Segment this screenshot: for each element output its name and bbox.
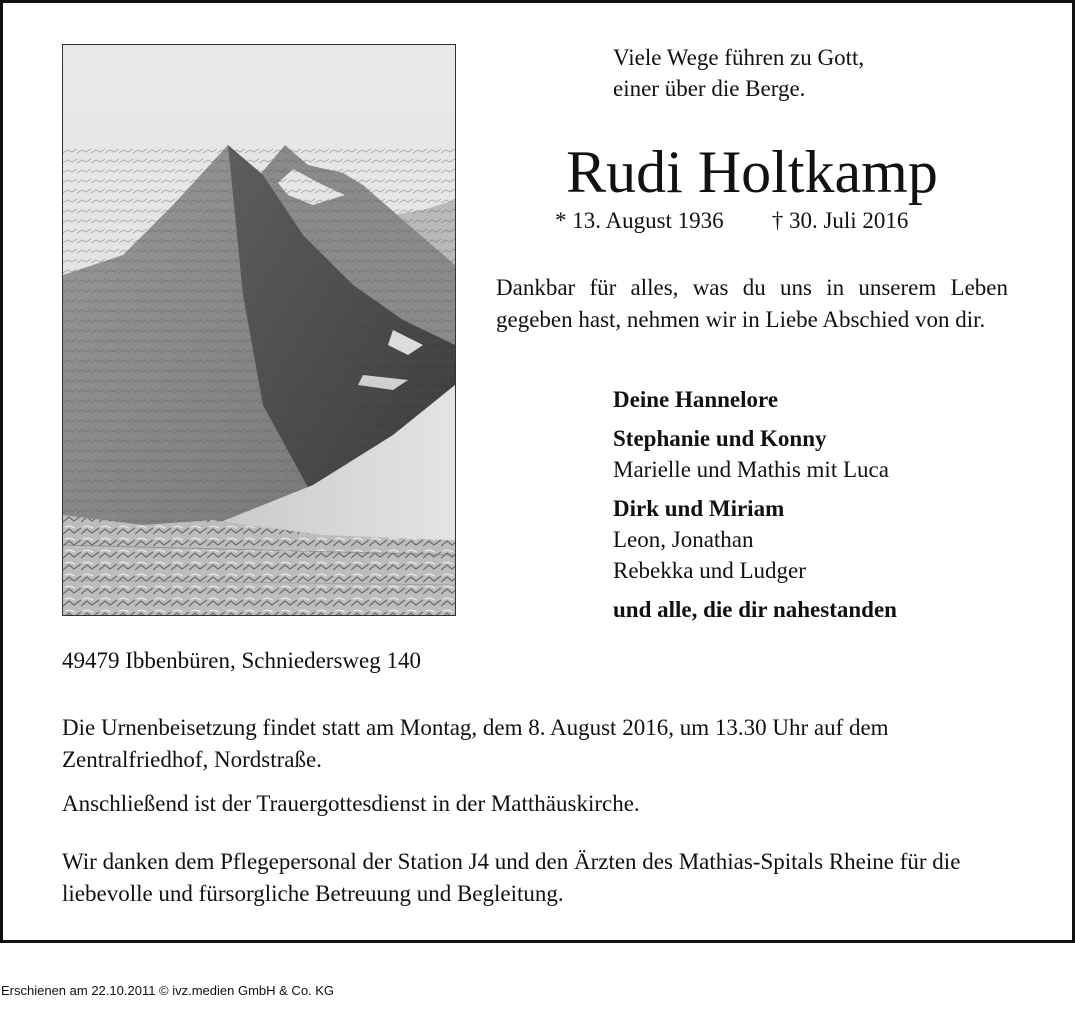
burial-info: Die Urnenbeisetzung findet statt am Montag, dem 8. August 2016, um 13.30 Uhr auf dem Zentralfriedhof, Nordstraße. [62, 715, 889, 772]
service-info: Anschließend ist der Trauergottesdienst in der Matthäuskirche. [62, 791, 640, 816]
thanks-text: Wir danken dem Pflegepersonal der Station J4 und den Ärzten des Mathias-Spitals Rheine für die liebevolle und fürsorgliche Betreuung und Begleitung. [62, 849, 961, 906]
mountain-photo [62, 44, 456, 616]
family-line-hannelore: Deine Hannelore [613, 387, 779, 412]
deceased-name: Rudi Holtkamp [566, 139, 938, 205]
family-line-all: und alle, die dir nahestanden [613, 597, 897, 622]
motto-line-1: Viele Wege führen zu Gott, [613, 45, 865, 70]
family-line-dirk: Dirk und Miriam [613, 496, 785, 521]
family-line-leon: Leon, Jonathan [613, 527, 754, 552]
family-list [613, 384, 897, 625]
family-line-stephanie: Stephanie und Konny [613, 426, 827, 451]
family-line-rebekka: Rebekka und Ludger [613, 558, 806, 583]
motto-line-2: einer über die Berge. [613, 76, 806, 101]
motto [613, 42, 864, 104]
gratitude-text: Dankbar für alles, was du uns in unserem Leben gegeben hast, nehmen wir in Liebe Abschied von dir. [496, 275, 1008, 332]
life-dates [555, 208, 908, 234]
family-line-marielle: Marielle und Mathis mit Luca [613, 457, 889, 482]
mountain-illustration [63, 45, 455, 615]
address: 49479 Ibbenbüren, Schniedersweg 140 [62, 648, 421, 673]
publication-footer: Erschienen am 22.10.2011 © ivz.medien GmbH & Co. KG [1, 983, 335, 998]
death-date: † 30. Juli 2016 [771, 208, 909, 233]
birth-date: * 13. August 1936 [555, 208, 724, 233]
